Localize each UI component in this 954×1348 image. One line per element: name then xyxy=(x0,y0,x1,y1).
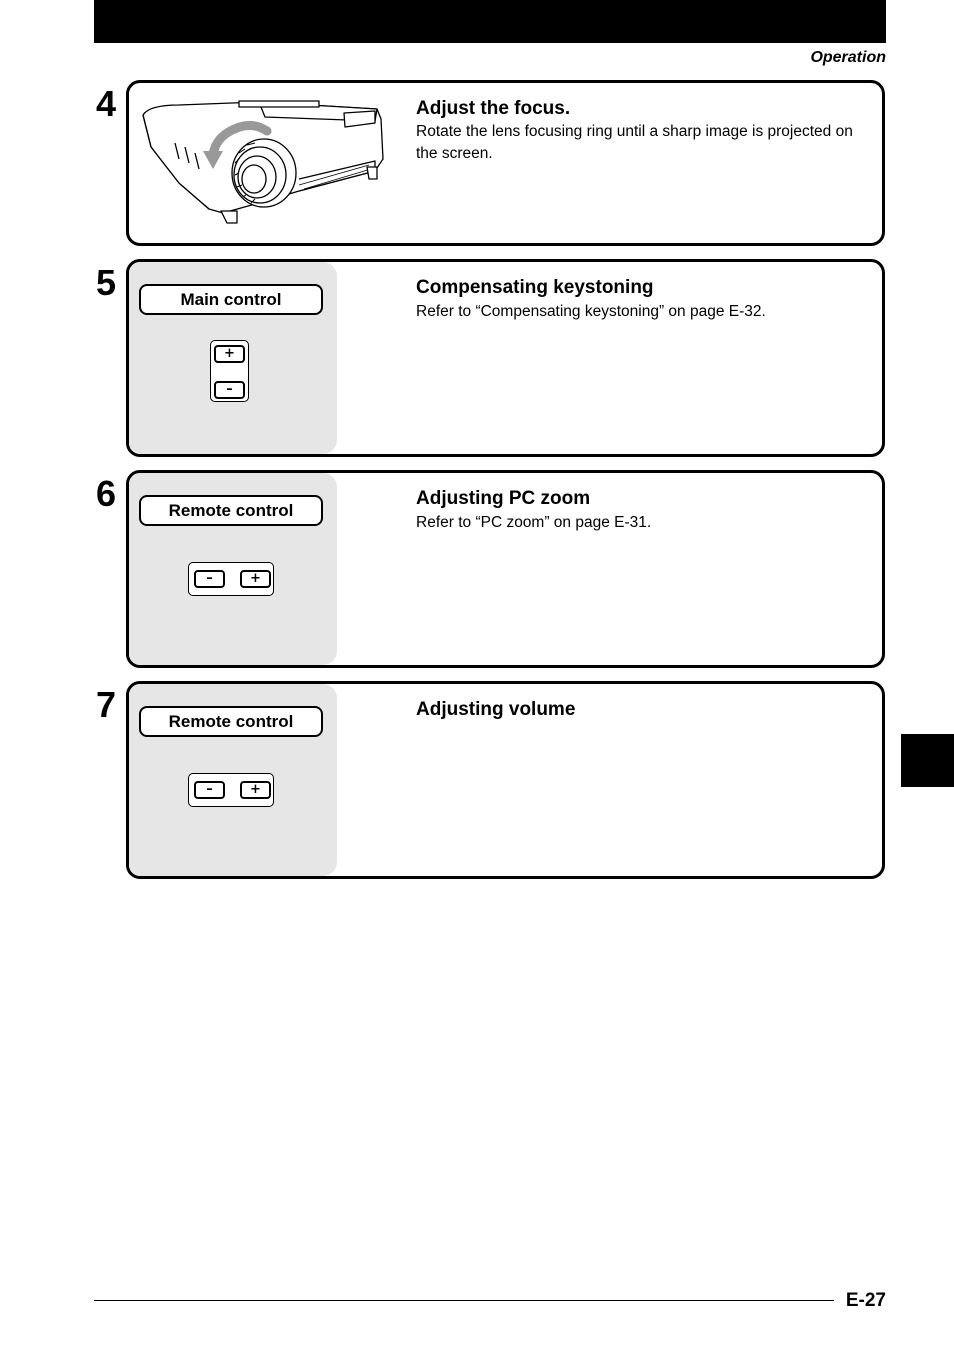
step-4-text: Rotate the lens focusing ring until a sharp image is projected on the screen. xyxy=(416,123,853,162)
remote-control-label: Remote control xyxy=(139,706,323,737)
volume-keypad xyxy=(188,773,274,807)
remote-control-label: Remote control xyxy=(139,495,323,526)
page-number: E-27 xyxy=(845,1290,886,1311)
step-5-panel xyxy=(126,259,885,457)
minus-button[interactable]: – xyxy=(214,381,245,399)
header-bar xyxy=(94,0,886,43)
plus-button[interactable]: + xyxy=(214,345,245,363)
main-control-label: Main control xyxy=(139,284,323,315)
step-5-title: Compensating keystoning xyxy=(416,277,654,298)
chapter-side-tab xyxy=(901,734,954,787)
minus-button[interactable]: – xyxy=(194,570,225,588)
step-number-7: 7 xyxy=(96,684,117,725)
step-7-title: Adjusting volume xyxy=(416,699,576,720)
step-6-text: Refer to “PC zoom” on page E-31. xyxy=(416,514,652,531)
plus-button[interactable]: + xyxy=(240,570,271,588)
projector-focus-illustration xyxy=(139,99,389,229)
step-4-panel xyxy=(126,80,885,246)
minus-button[interactable]: – xyxy=(194,781,225,799)
step-number-6: 6 xyxy=(96,473,117,514)
step-number-4: 4 xyxy=(96,83,117,124)
step-7-panel xyxy=(126,681,885,879)
zoom-keypad xyxy=(188,562,274,596)
step-number-5: 5 xyxy=(96,262,117,303)
plus-button[interactable]: + xyxy=(240,781,271,799)
keystone-keypad xyxy=(210,340,249,402)
step-5-text: Refer to “Compensating keystoning” on page E-32. xyxy=(416,303,766,320)
step-6-panel xyxy=(126,470,885,668)
footer-rule xyxy=(94,1300,834,1301)
step-4-title: Adjust the focus. xyxy=(416,98,571,119)
section-name: Operation xyxy=(810,49,886,66)
step-6-title: Adjusting PC zoom xyxy=(416,488,591,509)
